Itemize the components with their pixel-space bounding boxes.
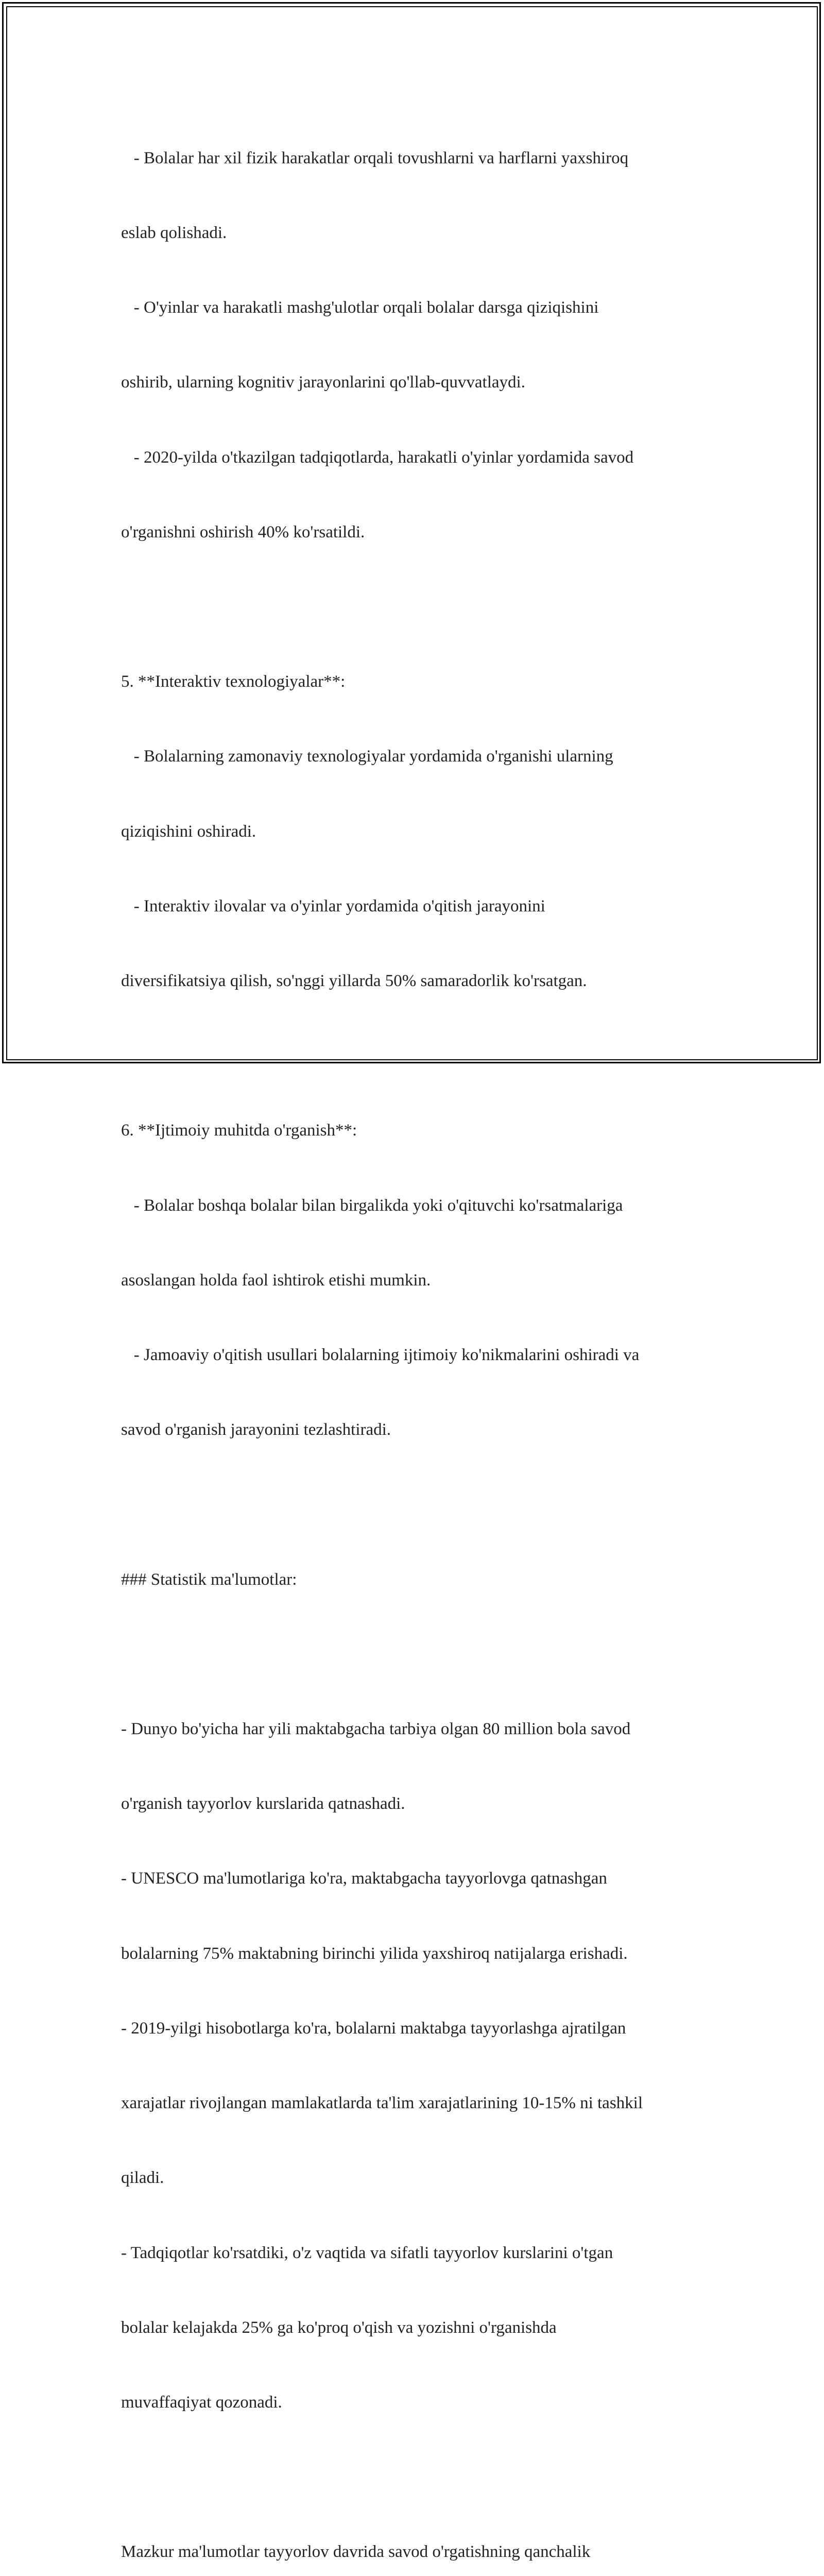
text-line: qiziqishini oshiradi.: [121, 822, 256, 841]
blank-line: [121, 1642, 713, 1667]
section-heading: 5. **Interaktiv texnologiyalar**:: [121, 672, 346, 691]
text-line: - Dunyo bo'yicha har yili maktabgacha tarbiya olgan 80 million bola savod: [121, 1720, 631, 1739]
text-line: - Bolalar har xil fizik harakatlar orqali tovushlarni va harflarni yaxshiroq: [121, 148, 629, 167]
text-line: - 2019-yilgi hisobotlarga ko'ra, bolalarni maktabga tayyorlashga ajratilgan: [121, 2019, 626, 2038]
text-line: muvaffaqiyat qozonadi.: [121, 2393, 282, 2412]
text-line: asoslangan holda faol ishtirok etishi mumkin.: [121, 1270, 431, 1290]
text-line: - UNESCO ma'lumotlariga ko'ra, maktabgacha tayyorlovga qatnashgan: [121, 1869, 607, 1888]
text-line: bolalarning 75% maktabning birinchi yilida yaxshiroq natijalarga erishadi.: [121, 1944, 628, 1963]
text-line: - Bolalar boshqa bolalar bilan birgalikda yoki o'qituvchi ko'rsatmalariga: [121, 1196, 623, 1215]
text-line: oshirib, ularning kognitiv jarayonlarini qo'llab-quvvatlaydi.: [121, 373, 525, 392]
document-body: [121, 96, 713, 2576]
text-line: - Interaktiv ilovalar va o'yinlar yordamida o'qitish jarayonini: [121, 896, 545, 916]
blank-line: [121, 2465, 713, 2489]
text-line: - Tadqiqotlar ko'rsatdiki, o'z vaqtida va sifatli tayyorlov kurslarini o'tgan: [121, 2243, 613, 2262]
text-line: qiladi.: [121, 2168, 164, 2188]
text-line: bolalar kelajakda 25% ga ko'proq o'qish va yozishni o'rganishda: [121, 2318, 557, 2337]
text-line: - Bolalarning zamonaviy texnologiyalar yordamida o'rganishi ularning: [121, 747, 613, 766]
text-line: - 2020-yilda o'tkazilgan tadqiqotlarda, harakatli o'yinlar yordamida savod: [121, 448, 634, 467]
blank-line: [121, 1492, 713, 1517]
text-line: - Jamoaviy o'qitish usullari bolalarning ijtimoiy ko'nikmalarini oshiradi va: [121, 1346, 640, 1365]
text-line: diversifikatsiya qilish, so'nggi yillarda 50% samaradorlik ko'rsatgan.: [121, 972, 587, 991]
text-line: savod o'rganish jarayonini tezlashtiradi.: [121, 1420, 391, 1439]
text-line: o'rganishni oshirish 40% ko'rsatildi.: [121, 522, 365, 541]
statistics-heading: ### Statistik ma'lumotlar:: [121, 1570, 297, 1589]
blank-line: [121, 1043, 713, 1068]
text-line: o'rganish tayyorlov kurslarida qatnashadi.: [121, 1794, 405, 1814]
text-line: xarajatlar rivojlangan mamlakatlarda ta'lim xarajatlarining 10-15% ni tashkil: [121, 2094, 643, 2113]
text-line: eslab qolishadi.: [121, 224, 227, 243]
section-heading: 6. **Ijtimoiy muhitda o'rganish**:: [121, 1121, 357, 1140]
blank-line: [121, 595, 713, 619]
text-line: - O'yinlar va harakatli mashg'ulotlar orqali bolalar darsga qiziqishini: [121, 298, 599, 317]
text-line: Mazkur ma'lumotlar tayyorlov davrida savod o'rgatishning qanchalik: [121, 2543, 591, 2562]
